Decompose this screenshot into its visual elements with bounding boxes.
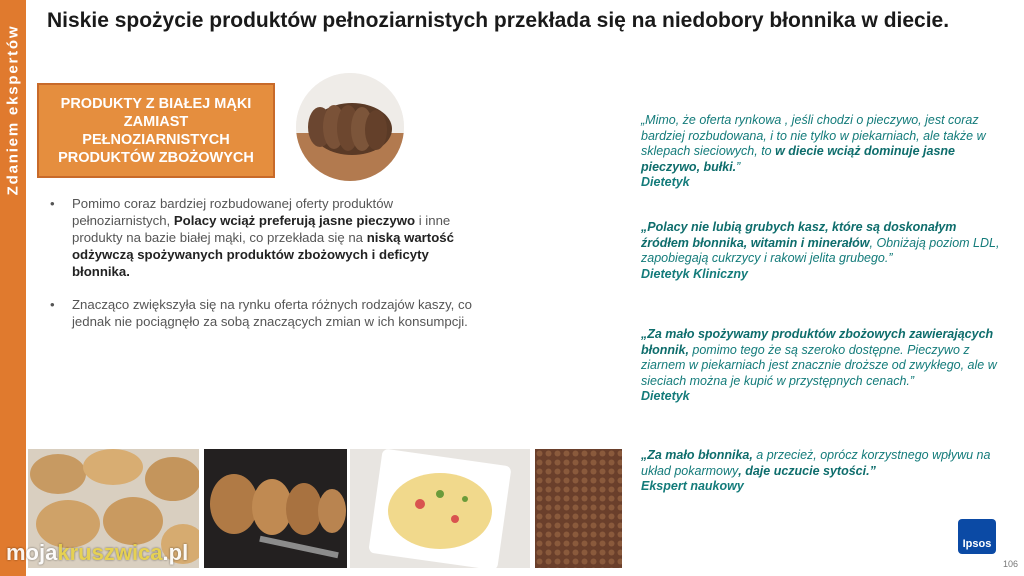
expert-quote: „Za mało spożywamy produktów zbożowych zawierających błonnik, pomimo tego że są szeroko dostępne. Pieczywo z ziarnem w piekarniach jest znacznie droższe od zwykłego, ale w sieciach można je kupić w przystępnych cenach.” Dietetyk: [641, 327, 997, 403]
buckwheat-photo: [535, 449, 622, 568]
page-title: Niskie spożycie produktów pełnoziarnistych przekłada się na niedobory błonnika w diecie.: [47, 9, 950, 32]
expert-quote: „Mimo, że oferta rynkowa , jeśli chodzi o pieczywo, jest coraz bardziej rozbudowana, i to nie tylko w piekarniach, ale także w sklepach sieciowych, to w diecie wciąż dominuje jasne pieczywo, bułki.” Dietetyk: [641, 113, 986, 189]
highlight-box-text: PRODUKTY Z BIAŁEJ MĄKI ZAMIAST PEŁNOZIARNISTYCH PRODUKTÓW ZBOŻOWYCH: [58, 95, 254, 166]
sidebar-label: Zdaniem ekspertów: [4, 24, 22, 196]
ipsos-logo: Ipsos: [958, 519, 996, 554]
bullet-item: • Pomimo coraz bardziej rozbudowanej oferty produktów pełnoziarnistych, Polacy wciąż preferują jasne pieczywo i inne produkty na bazie białej mąki, co przekłada się na niską wartość odżywczą spożywanych produktów zbożowych i deficyty błonnika.: [50, 195, 480, 280]
baguette-photo: [204, 449, 347, 568]
bullet-item: • Znacząco zwiększyła się na rynku oferta różnych rodzajów kaszy, co jednak nie pociągnęło za sobą znaczących zmian w ich konsumpcji.: [50, 296, 480, 330]
quote-author: Dietetyk: [641, 389, 690, 403]
quote-author: Dietetyk Kliniczny: [641, 266, 748, 281]
expert-quote: „Polacy nie lubią grubych kasz, które są doskonałym źródłem błonnika, witamin i minerałów, Obniżają poziom LDL, zapobiegają cukrzycy i rakowi jelita grubego.” Dietetyk Kliniczny: [641, 220, 1000, 281]
bread-circle-image: [296, 73, 404, 181]
highlight-box: [37, 83, 275, 178]
page-number: 106: [1003, 559, 1019, 569]
quote-author: Dietetyk: [641, 175, 690, 189]
quote-author: Ekspert naukowy: [641, 479, 744, 493]
pasta-photo: [350, 449, 530, 568]
bullet-list: [50, 195, 480, 346]
watermark-logo: mojakruszwica.pl: [6, 540, 189, 565]
sidebar: [0, 0, 26, 576]
expert-quote: „Za mało błonnika, a przecież, oprócz korzystnego wpływu na układ pokarmowy, daje uczucie sytości.” Ekspert naukowy: [641, 448, 991, 493]
